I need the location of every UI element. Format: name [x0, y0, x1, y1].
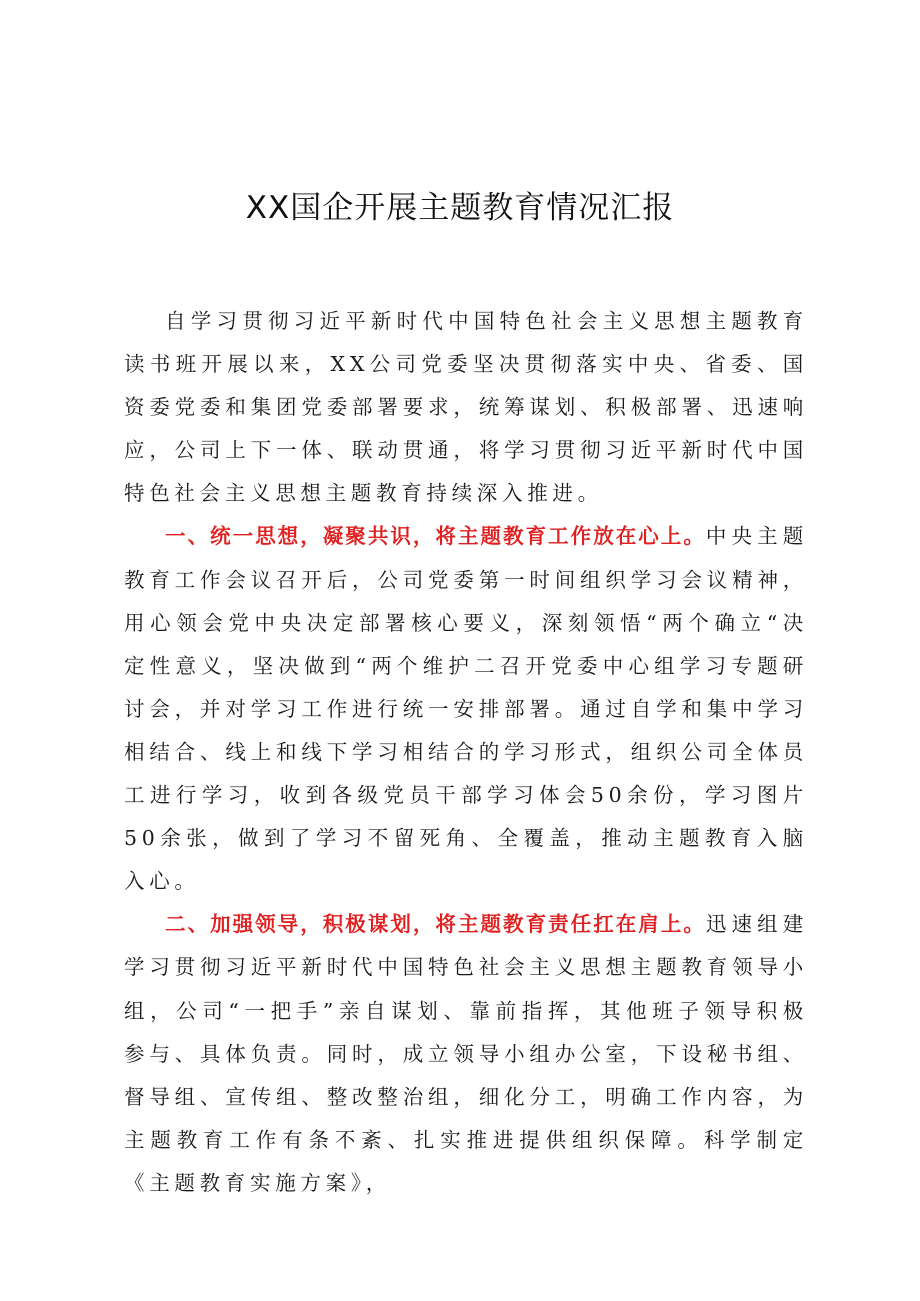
- section-1-paragraph: [124, 515, 808, 903]
- section-1-text: 中央主题教育工作会议召开后，公司党委第一时间组织学习会议精神，用心领会党中央决定部署核心要义，深刻领悟“两个确立“决定性意义，坚决做到“两个维护二召开党委中心组学习专题研讨会，并对学习工作进行统一安排部署。通过自学和集中学习相结合、线上和线下学习相结合的学习形式，组织公司全体员工进行学习，收到各级党员干部学习体会50余份，学习图片50余张，做到了学习不留死角、全覆盖，推动主题教育入脑入心。: [124, 524, 808, 894]
- intro-paragraph: [124, 300, 808, 515]
- section-2-text: 迅速组建学习贯彻习近平新时代中国特色社会主义思想主题教育领导小组，公司“一把手”亲自谋划、靠前指挥，其他班子领导积极参与、具体负责。同时，成立领导小组办公室，下设秘书组、督导组、宣传组、整改整治组，细化分工，明确工作内容，为主题教育工作有条不紊、扎实推进提供组织保障。科学制定《主题教育实施方案》，: [124, 912, 808, 1195]
- intro-paragraph-text: 自学习贯彻习近平新时代中国特色社会主义思想主题教育读书班开展以来，XX公司党委坚决贯彻落实中央、省委、国资委党委和集团党委部署要求，统筹谋划、积极部署、迅速响应，公司上下一体、联动贯通，将学习贯彻习近平新时代中国特色社会主义思想主题教育持续深入推进。: [124, 309, 808, 506]
- document-title: XX国企开展主题教育情况汇报: [245, 190, 675, 226]
- document-body: [124, 300, 808, 1205]
- section-2-paragraph: [124, 903, 808, 1205]
- section-2-heading: 二、加强领导，积极谋划，将主题教育责任扛在肩上。: [165, 912, 706, 937]
- section-1-heading: 一、统一思想，凝聚共识，将主题教育工作放在心上。: [165, 524, 706, 549]
